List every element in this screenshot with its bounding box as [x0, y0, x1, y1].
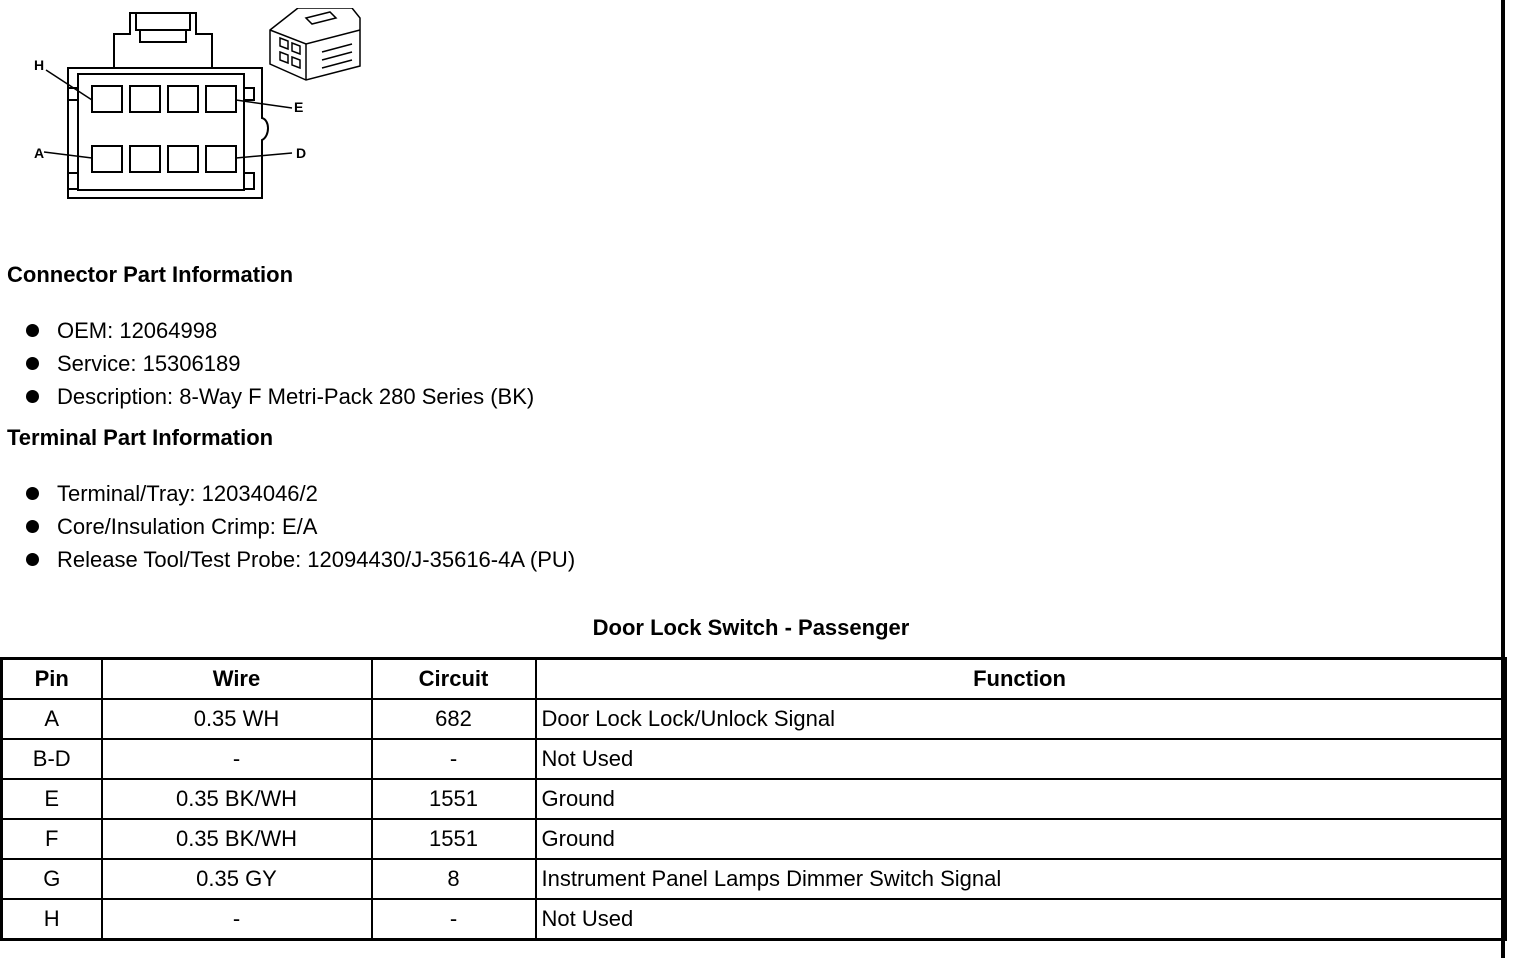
pin-label-h: H [34, 57, 45, 73]
cell-function: Ground [536, 819, 1505, 859]
header-pin: Pin [2, 659, 102, 700]
table-row [2, 819, 1505, 859]
connector-info-list [26, 314, 534, 413]
cell-function: Ground [536, 779, 1505, 819]
cell-circuit: 682 [372, 699, 536, 739]
terminal-info-heading: Terminal Part Information [7, 425, 274, 450]
cell-circuit: - [372, 739, 536, 779]
list-item: Terminal/Tray: 12034046/2 [26, 477, 575, 510]
cell-wire: 0.35 WH [102, 699, 372, 739]
table-row [2, 899, 1505, 940]
cell-wire: 0.35 BK/WH [102, 819, 372, 859]
cell-pin: F [2, 819, 102, 859]
list-item: Description: 8-Way F Metri-Pack 280 Series (BK) [26, 380, 534, 413]
list-item: OEM: 12064998 [26, 314, 534, 347]
bullet-icon [26, 324, 39, 337]
table-row [2, 779, 1505, 819]
cell-function: Instrument Panel Lamps Dimmer Switch Signal [536, 859, 1505, 899]
table-title: Door Lock Switch - Passenger [592, 615, 910, 640]
header-function: Function [536, 659, 1505, 700]
pin-label-d: D [296, 145, 307, 161]
pinout-table [0, 657, 1507, 941]
header-wire: Wire [102, 659, 372, 700]
cell-circuit: - [372, 899, 536, 940]
connector-face-diagram [30, 8, 370, 208]
terminal-info-list [26, 477, 575, 576]
table-row [2, 699, 1505, 739]
bullet-icon [26, 520, 39, 533]
connector-info-heading: Connector Part Information [7, 262, 294, 287]
list-item: Release Tool/Test Probe: 12094430/J-35616-4A (PU) [26, 543, 575, 576]
cell-wire: 0.35 BK/WH [102, 779, 372, 819]
cell-wire: - [102, 899, 372, 940]
cell-pin: E [2, 779, 102, 819]
cell-circuit: 1551 [372, 779, 536, 819]
cell-function: Not Used [536, 899, 1505, 940]
cell-wire: 0.35 GY [102, 859, 372, 899]
bullet-icon [26, 390, 39, 403]
bullet-icon [26, 487, 39, 500]
list-item: Service: 15306189 [26, 347, 534, 380]
bullet-icon [26, 553, 39, 566]
cell-function: Door Lock Lock/Unlock Signal [536, 699, 1505, 739]
cell-pin: G [2, 859, 102, 899]
cell-circuit: 1551 [372, 819, 536, 859]
cell-function: Not Used [536, 739, 1505, 779]
pin-label-a: A [34, 145, 45, 161]
table-row [2, 859, 1505, 899]
header-circuit: Circuit [372, 659, 536, 700]
cell-pin: B-D [2, 739, 102, 779]
cell-pin: H [2, 899, 102, 940]
cell-wire: - [102, 739, 372, 779]
table-header-row [2, 659, 1505, 700]
table-row [2, 739, 1505, 779]
bullet-icon [26, 357, 39, 370]
list-item: Core/Insulation Crimp: E/A [26, 510, 575, 543]
pin-label-e: E [294, 99, 304, 115]
cell-circuit: 8 [372, 859, 536, 899]
cell-pin: A [2, 699, 102, 739]
